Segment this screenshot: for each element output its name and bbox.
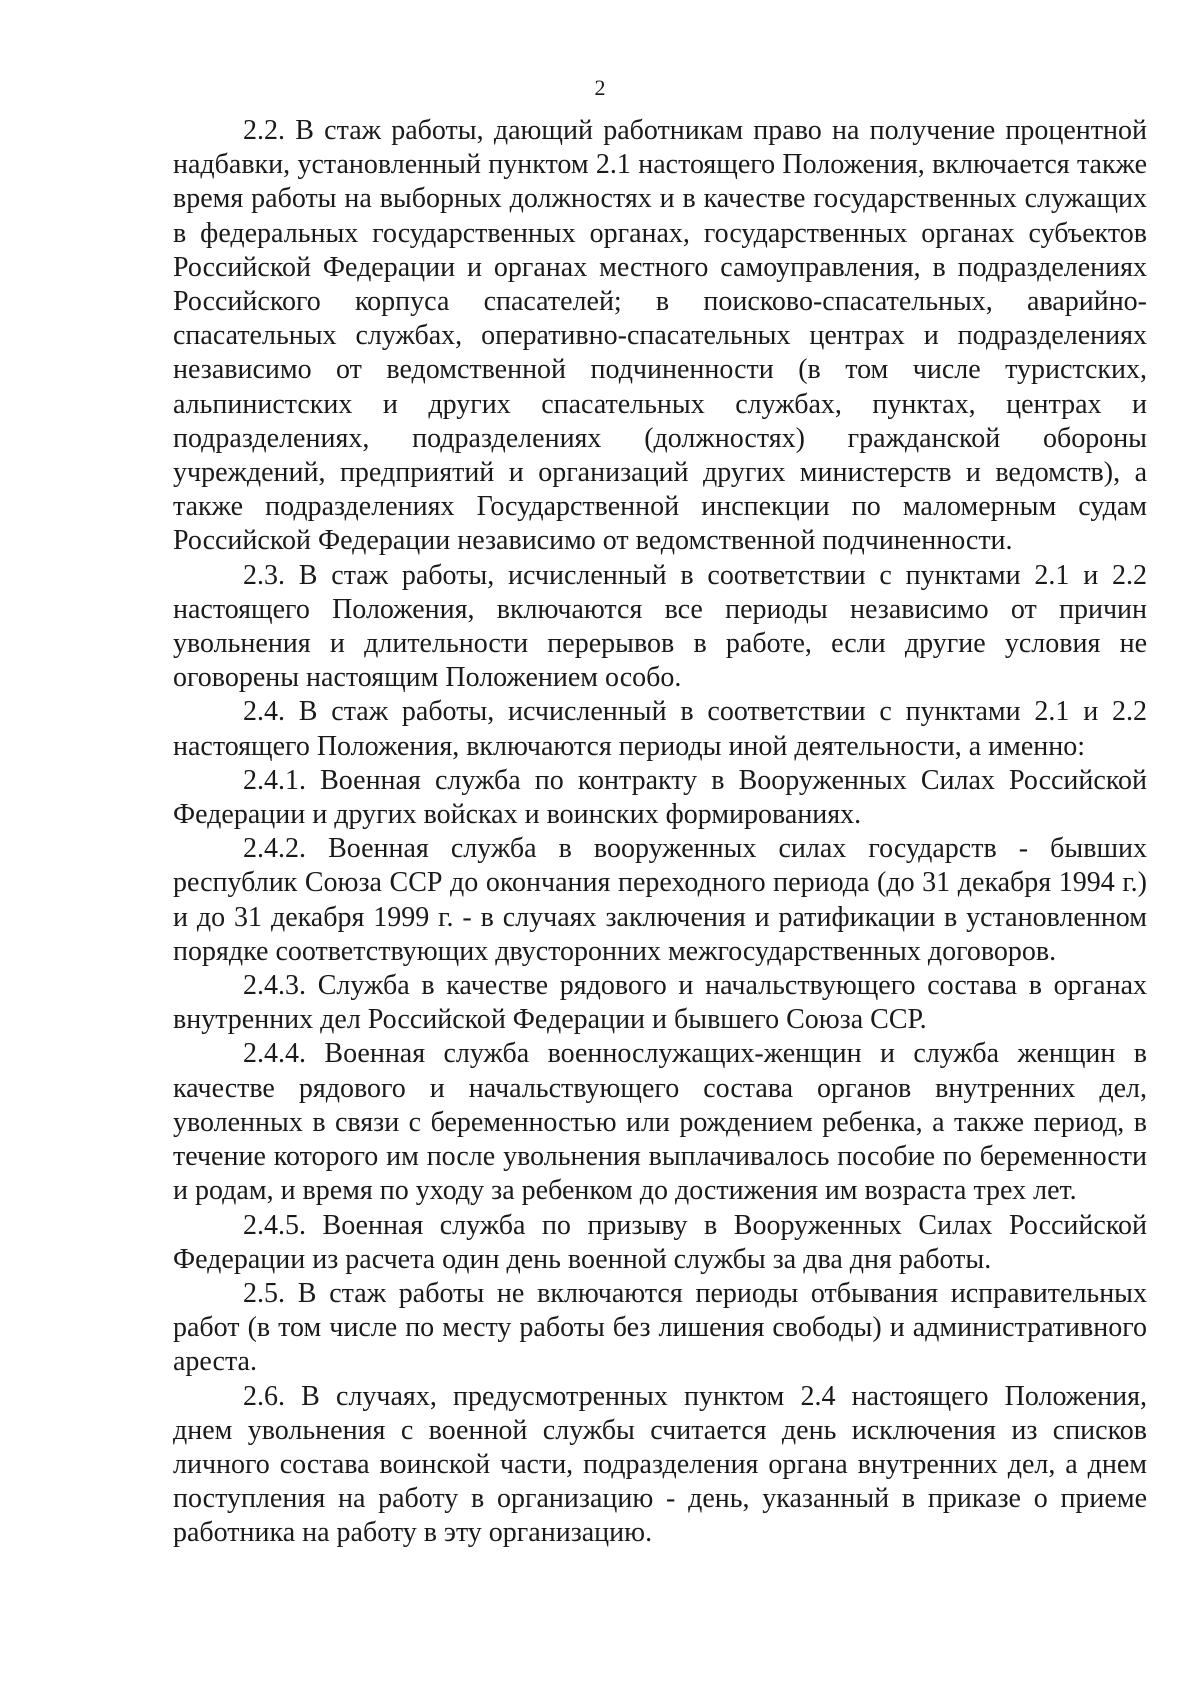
paragraph-2-4-1: 2.4.1. Военная служба по контракту в Вооруженных Силах Российской Федерации и других войсках и воинских формированиях. [173,764,1147,831]
paragraph-2-3: 2.3. В стаж работы, исчисленный в соответствии с пунктами 2.1 и 2.2 настоящего Положения, включаются все периоды независимо от причин увольнения и длительности перерывов в работе, если другие условия не оговорены настоящим Положением особо. [173,559,1147,694]
page-number: 2 [594,75,606,100]
document-body [173,114,1147,1551]
paragraph-2-5: 2.5. В стаж работы не включаются периоды отбывания исправительных работ (в том числе по месту работы без лишения свободы) и административного ареста. [173,1277,1147,1378]
paragraph-2-4-4: 2.4.4. Военная служба военнослужащих-женщин и служба женщин в качестве рядового и начальствующего состава органов внутренних дел, уволенных в связи с беременностью или рождением ребенка, а также период, в течение которого им после увольнения выплачивалось пособие по беременности и родам, и время по уходу за ребенком до достижения им возраста трех лет. [173,1038,1147,1207]
paragraph-2-6: 2.6. В случаях, предусмотренных пунктом 2.4 настоящего Положения, днем увольнения с военной службы считается день исключения из списков личного состава воинской части, подразделения органа внутренних дел, а днем поступления на работу в организацию - день, указанный в приказе о приеме работника на работу в эту организацию. [173,1380,1147,1549]
paragraph-2-4: 2.4. В стаж работы, исчисленный в соответствии с пунктами 2.1 и 2.2 настоящего Положения, включаются периоды иной деятельности, а именно: [173,696,1147,762]
paragraph-2-4-5: 2.4.5. Военная служба по призыву в Вооруженных Силах Российской Федерации из расчета один день военной службы за два дня работы. [173,1209,1147,1275]
paragraph-2-4-2: 2.4.2. Военная служба в вооруженных силах государств - бывших республик Союза ССР до окончания переходного периода (до 31 декабря 1994 г.) и до 31 декабря 1999 г. - в случаях заключения и ратификации в установленном порядке соответствующих двусторонних межгосударственных договоров. [173,833,1147,967]
paragraph-2-2: 2.2. В стаж работы, дающий работникам право на получение процентной надбавки, установленный пунктом 2.1 настоящего Положения, включается также время работы на выборных должностях и в качестве государственных служащих в федеральных государственных органах, государственных органах субъектов Российской Федерации и органах местного самоуправления, в подразделениях Российского корпуса спасателей; в поисково-спасательных, аварийно-спасательных службах, оперативно-спасательных центрах и подразделениях независимо от ведомственной подчиненности (в том числе туристских, альпинистских и других спасательных службах, пунктах, центрах и подразделениях, подразделениях (должностях) гражданской обороны учреждений, предприятий и организаций других министерств и ведомств), а также подразделениях Государственной инспекции по маломерным судам Российской Федерации независимо от ведомственной подчиненности. [173,115,1147,557]
paragraph-2-4-3: 2.4.3. Служба в качестве рядового и начальствующего состава в органах внутренних дел Российской Федерации и бывшего Союза ССР. [173,970,1147,1036]
